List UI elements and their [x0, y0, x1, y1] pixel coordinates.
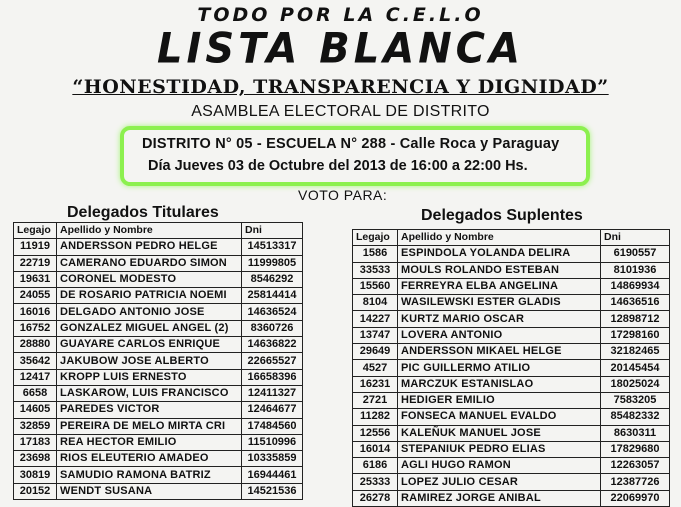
table-row	[14, 353, 303, 369]
name-cell: SAMUDIO RAMONA BATRIZ	[57, 467, 242, 483]
dni-cell: 8360726	[242, 320, 303, 336]
table-row	[353, 295, 670, 311]
legajo-cell: 16752	[14, 320, 57, 336]
dni-cell: 12263057	[601, 458, 670, 474]
name-cell: PEREIRA DE MELO MIRTA CRI	[57, 418, 242, 434]
legajo-cell: 28880	[14, 337, 57, 353]
name-cell: PAREDES VICTOR	[57, 402, 242, 418]
legajo-cell: 12556	[353, 425, 398, 441]
dni-cell: 17484560	[242, 418, 303, 434]
dni-cell: 85482332	[601, 409, 670, 425]
legajo-cell: 11919	[14, 239, 57, 255]
name-cell: ANDERSSON PEDRO HELGE	[57, 239, 242, 255]
dni-cell: 14869934	[601, 278, 670, 294]
legajo-cell: 29649	[353, 344, 398, 360]
district-location: DISTRITO N° 05 - ESCUELA N° 288 - Calle Roca y Paraguay	[142, 136, 560, 152]
table-row	[353, 262, 670, 278]
legajo-cell: 22719	[14, 255, 57, 271]
legajo-cell: 20152	[14, 483, 57, 499]
name-cell: ESPINDOLA YOLANDA DELIRA	[398, 246, 601, 262]
dni-cell: 8546292	[242, 271, 303, 287]
table-row	[353, 458, 670, 474]
legajo-cell: 26278	[353, 490, 398, 506]
column-header: Dni	[242, 223, 303, 239]
name-cell: DELGADO ANTONIO JOSE	[57, 304, 242, 320]
column-header: Dni	[601, 230, 670, 246]
legajo-cell: 13747	[353, 327, 398, 343]
name-cell: FERREYRA ELBA ANGELINA	[398, 278, 601, 294]
name-cell: AGLI HUGO RAMON	[398, 458, 601, 474]
legajo-cell: 16016	[14, 304, 57, 320]
table-row	[14, 255, 303, 271]
name-cell: PIC GUILLERMO ATILIO	[398, 360, 601, 376]
table-row	[353, 344, 670, 360]
name-cell: GUAYARE CARLOS ENRIQUE	[57, 337, 242, 353]
table-header-row	[14, 223, 303, 239]
table-row	[353, 409, 670, 425]
legajo-cell: 16014	[353, 441, 398, 457]
district-highlight	[120, 126, 590, 186]
table-header-row	[353, 230, 670, 246]
dni-cell: 12464677	[242, 402, 303, 418]
organization-title: TODO POR LA C.E.L.O	[197, 4, 484, 26]
table-row	[14, 320, 303, 336]
dni-cell: 14521536	[242, 483, 303, 499]
name-cell: LASKAROW, LUIS FRANCISCO	[57, 385, 242, 401]
dni-cell: 20145454	[601, 360, 670, 376]
name-cell: MARCZUK ESTANISLAO	[398, 376, 601, 392]
name-cell: LOVERA ANTONIO	[398, 327, 601, 343]
assembly-title: ASAMBLEA ELECTORAL DE DISTRITO	[191, 103, 490, 120]
name-cell: KROPP LUIS ERNESTO	[57, 369, 242, 385]
name-cell: DE ROSARIO PATRICIA NOEMI	[57, 288, 242, 304]
suplentes-table	[352, 229, 670, 507]
name-cell: RAMIREZ JORGE ANIBAL	[398, 490, 601, 506]
legajo-cell: 30819	[14, 467, 57, 483]
table-row	[353, 278, 670, 294]
name-cell: JAKUBOW JOSE ALBERTO	[57, 353, 242, 369]
vote-for-label: VOTO PARA:	[298, 187, 388, 203]
dni-cell: 14636516	[601, 295, 670, 311]
name-cell: MOULS ROLANDO ESTEBAN	[398, 262, 601, 278]
column-header: Legajo	[353, 230, 398, 246]
table-row	[353, 327, 670, 343]
legajo-cell: 35642	[14, 353, 57, 369]
dni-cell: 17298160	[601, 327, 670, 343]
table-row	[353, 425, 670, 441]
column-header: Apellido y Nombre	[398, 230, 601, 246]
name-cell: WENDT SUSANA	[57, 483, 242, 499]
table-row	[353, 490, 670, 506]
table-row	[353, 376, 670, 392]
table-row	[14, 451, 303, 467]
list-title: LISTA BLANCA	[157, 24, 524, 74]
dni-cell: 12898712	[601, 311, 670, 327]
legajo-cell: 32859	[14, 418, 57, 434]
table-row	[14, 385, 303, 401]
table-row	[14, 369, 303, 385]
name-cell: CAMERANO EDUARDO SIMON	[57, 255, 242, 271]
dni-cell: 14636822	[242, 337, 303, 353]
legajo-cell: 19631	[14, 271, 57, 287]
name-cell: GONZALEZ MIGUEL ANGEL (2)	[57, 320, 242, 336]
dni-cell: 6190557	[601, 246, 670, 262]
suplentes-heading: Delegados Suplentes	[421, 207, 583, 224]
legajo-cell: 4527	[353, 360, 398, 376]
dni-cell: 12387726	[601, 474, 670, 490]
legajo-cell: 15560	[353, 278, 398, 294]
name-cell: HEDIGER EMILIO	[398, 392, 601, 408]
name-cell: RIOS ELEUTERIO AMADEO	[57, 451, 242, 467]
dni-cell: 11999805	[242, 255, 303, 271]
table-row	[353, 474, 670, 490]
name-cell: REA HECTOR EMILIO	[57, 434, 242, 450]
dni-cell: 12411327	[242, 385, 303, 401]
legajo-cell: 8104	[353, 295, 398, 311]
legajo-cell: 12417	[14, 369, 57, 385]
table-row	[14, 288, 303, 304]
titulares-table	[13, 222, 303, 500]
legajo-cell: 1586	[353, 246, 398, 262]
table-row	[14, 271, 303, 287]
dni-cell: 32182465	[601, 344, 670, 360]
legajo-cell: 6658	[14, 385, 57, 401]
table-row	[353, 311, 670, 327]
legajo-cell: 14605	[14, 402, 57, 418]
name-cell: WASILEWSKI ESTER GLADIS	[398, 295, 601, 311]
name-cell: ANDERSSON MIKAEL HELGE	[398, 344, 601, 360]
legajo-cell: 24055	[14, 288, 57, 304]
legajo-cell: 33533	[353, 262, 398, 278]
table-row	[14, 304, 303, 320]
name-cell: LOPEZ JULIO CESAR	[398, 474, 601, 490]
dni-cell: 16944461	[242, 467, 303, 483]
dni-cell: 14513317	[242, 239, 303, 255]
dni-cell: 10335859	[242, 451, 303, 467]
legajo-cell: 16231	[353, 376, 398, 392]
column-header: Apellido y Nombre	[57, 223, 242, 239]
table-row	[14, 467, 303, 483]
table-row	[353, 441, 670, 457]
legajo-cell: 23698	[14, 451, 57, 467]
column-header: Legajo	[14, 223, 57, 239]
name-cell: FONSECA MANUEL EVALDO	[398, 409, 601, 425]
legajo-cell: 11282	[353, 409, 398, 425]
election-date: Día Jueves 03 de Octubre del 2013 de 16:00 a 22:00 Hs.	[148, 158, 528, 174]
titulares-heading: Delegados Titulares	[67, 204, 219, 221]
dni-cell: 22665527	[242, 353, 303, 369]
dni-cell: 8101936	[601, 262, 670, 278]
dni-cell: 11510996	[242, 434, 303, 450]
table-row	[353, 392, 670, 408]
table-row	[353, 246, 670, 262]
dni-cell: 25814414	[242, 288, 303, 304]
name-cell: KALEÑUK MANUEL JOSE	[398, 425, 601, 441]
dni-cell: 16658396	[242, 369, 303, 385]
legajo-cell: 6186	[353, 458, 398, 474]
legajo-cell: 17183	[14, 434, 57, 450]
name-cell: CORONEL MODESTO	[57, 271, 242, 287]
legajo-cell: 25333	[353, 474, 398, 490]
table-row	[14, 483, 303, 499]
table-row	[14, 239, 303, 255]
table-row	[353, 360, 670, 376]
dni-cell: 7583205	[601, 392, 670, 408]
dni-cell: 18025024	[601, 376, 670, 392]
table-row	[14, 418, 303, 434]
dni-cell: 14636524	[242, 304, 303, 320]
name-cell: STEPANIUK PEDRO ELIAS	[398, 441, 601, 457]
table-row	[14, 337, 303, 353]
dni-cell: 17829680	[601, 441, 670, 457]
dni-cell: 8630311	[601, 425, 670, 441]
motto: “HONESTIDAD, TRANSPARENCIA Y DIGNIDAD”	[72, 76, 609, 98]
table-row	[14, 402, 303, 418]
dni-cell: 22069970	[601, 490, 670, 506]
table-row	[14, 434, 303, 450]
legajo-cell: 2721	[353, 392, 398, 408]
legajo-cell: 14227	[353, 311, 398, 327]
name-cell: KURTZ MARIO OSCAR	[398, 311, 601, 327]
